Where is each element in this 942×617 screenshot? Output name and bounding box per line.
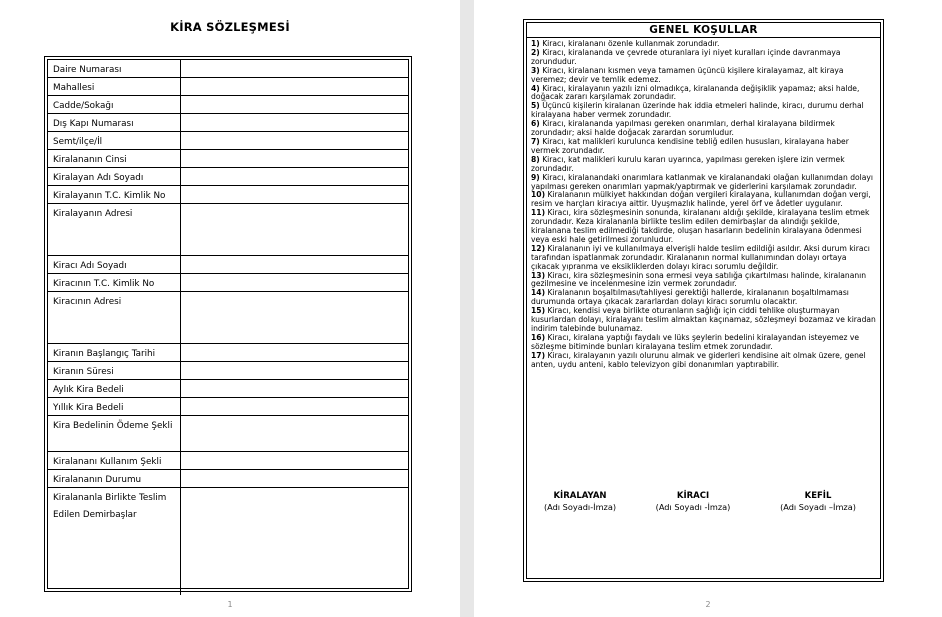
signature-title: KİRALAYAN <box>553 491 607 501</box>
clause-item <box>531 191 876 209</box>
form-row-label: Kiralayan Adı Soyadı <box>53 173 144 183</box>
form-row-label: Kiralayanın T.C. Kimlik No <box>53 191 166 201</box>
form-row <box>48 398 408 416</box>
clause-number: 6) <box>531 119 540 129</box>
clause-number: 17) <box>531 350 546 360</box>
clause-item <box>531 352 876 370</box>
clause-number: 4) <box>531 83 540 93</box>
form-row <box>48 470 408 488</box>
lease-form-table <box>44 56 412 592</box>
general-conditions-box <box>523 19 884 582</box>
form-row-value-cell[interactable] <box>180 78 181 95</box>
clause-item <box>531 156 876 174</box>
form-row-value-cell[interactable] <box>180 96 181 113</box>
general-conditions-box-inner <box>526 22 881 579</box>
clause-number: 11) <box>531 208 546 218</box>
form-row <box>48 416 408 452</box>
form-row-value-cell[interactable] <box>180 60 181 77</box>
form-row-label: Kiracının T.C. Kimlik No <box>53 279 155 289</box>
form-row-label: Daire Numarası <box>53 65 122 75</box>
clause-item <box>531 174 876 192</box>
general-conditions-title: GENEL KOŞULLAR <box>527 23 880 38</box>
clause-number: 9) <box>531 172 540 182</box>
clause-number: 5) <box>531 101 540 111</box>
clause-item <box>531 120 876 138</box>
clause-text: Kiralananın iyi ve kullanılmaya elverişli halde teslim edildiği asıldır. Aksi durum kiracı tarafından ispatlanmak zorundadır. Kiralananın normal kullanımından dolayı ortaya çıkacak yıpranma ve eksikliklerden dolayı kiracı sorumlu değildir. <box>531 243 870 271</box>
form-row-label: Aylık Kira Bedeli <box>53 385 124 395</box>
clause-item <box>531 334 876 352</box>
document-page-1 <box>0 0 460 617</box>
clause-list <box>527 38 880 370</box>
clause-number: 15) <box>531 306 546 316</box>
clause-item <box>531 209 876 245</box>
clause-text: Kiracı, kendisi veya birlikte oturanların sağlığı için ciddi tehlike oluşturmayan kusurlardan dolayı, kiralayanı teslim almaktan kaçınamaz, sözleşmeyi bozamaz ve kiradan indirim talebinde bulunamaz. <box>531 306 876 333</box>
form-row <box>48 60 408 78</box>
form-row <box>48 78 408 96</box>
form-row-label: Kiranın Başlangıç Tarihi <box>53 349 156 359</box>
clause-number: 3) <box>531 65 540 75</box>
clause-number: 12) <box>531 243 546 253</box>
form-row <box>48 150 408 168</box>
form-row <box>48 274 408 292</box>
signature-subtitle: (Adı Soyadı-İmza) <box>543 502 617 512</box>
form-row-value-cell[interactable] <box>180 292 181 343</box>
clause-item <box>531 245 876 272</box>
form-row-value-cell[interactable] <box>180 204 181 255</box>
form-row-label: Kiralananın Durumu <box>53 475 142 485</box>
form-row-label: Semt/ilçe/İl <box>53 137 103 147</box>
clause-text: Kiralananın mülkiyet hakkından doğan vergileri kiralayana, kullanımdan doğan vergi, resim ve harçları kiracıya aittir. Uyuşmazlık halinde, yerel örf ve âdetler uygulanır. <box>531 190 871 209</box>
form-row <box>48 132 408 150</box>
form-row <box>48 168 408 186</box>
form-row <box>48 292 408 344</box>
signature-area <box>527 490 880 520</box>
form-row-label: Kiralananın Cinsi <box>53 155 127 165</box>
clause-text: Kiracı, kiralana yaptığı faydalı ve lüks şeylerin bedelini kiralayandan isteyemez ve sözleşme bitiminde bunları kiralayana teslim etmek zorundadır. <box>531 332 860 351</box>
clause-item <box>531 138 876 156</box>
clause-text: Üçüncü kişilerin kiralanan üzerinde hak iddia etmeleri halinde, kiracı, durumu derhal kiralayana haber vermek zorundadır. <box>531 101 864 120</box>
clause-text: Kiracı, kiralananı kısmen veya tamamen üçüncü kişilere kiralayamaz, alt kiraya veremez; devir ve temlik edemez. <box>531 65 844 84</box>
clause-text: Kiracı, kiralayanın yazılı izni olmadıkça, kiralananda değişiklik yapamaz; aksi halde, doğacak zararı karşılamak zorundadır. <box>531 83 860 102</box>
form-row-label: Cadde/Sokağı <box>53 101 114 111</box>
form-row <box>48 488 408 595</box>
form-row-value-cell[interactable] <box>180 470 181 487</box>
form-row-value-cell[interactable] <box>180 362 181 379</box>
signature-tenant <box>638 490 748 513</box>
signature-subtitle: (Adı Soyadı -İmza) <box>655 502 731 512</box>
form-row-value-cell[interactable] <box>180 380 181 397</box>
form-row-value-cell[interactable] <box>180 452 181 469</box>
page-number: 2 <box>705 600 711 609</box>
signature-title: KİRACI <box>676 491 710 501</box>
form-row-value-cell[interactable] <box>180 132 181 149</box>
clause-item <box>531 289 876 307</box>
clause-text: Kiracı, kat malikleri kurulu kararı uyarınca, yapılması gereken işlere izin vermek zorundadır. <box>531 154 845 173</box>
form-row <box>48 186 408 204</box>
clause-item <box>531 49 876 67</box>
form-row-label: Yıllık Kira Bedeli <box>53 403 124 413</box>
signature-guarantor <box>763 490 873 513</box>
clause-number: 10) <box>531 190 546 200</box>
form-row-value-cell[interactable] <box>180 398 181 415</box>
clause-item <box>531 85 876 103</box>
clause-text: Kiracı, kat malikleri kurulunca kendisine tebliğ edilen hususları, kiralayana haber vermek zorundadır. <box>531 136 849 155</box>
clause-item <box>531 272 876 290</box>
signature-subtitle: (Adı Soyadı –İmza) <box>780 502 856 512</box>
clause-number: 8) <box>531 154 540 164</box>
form-row-label: Dış Kapı Numarası <box>53 119 134 129</box>
signature-lessor <box>525 490 635 513</box>
form-row-value-cell[interactable] <box>180 256 181 273</box>
form-row-label: Kiralananla Birlikte Teslim Edilen Demirbaşlar <box>53 493 167 520</box>
form-row <box>48 204 408 256</box>
form-row-value-cell[interactable] <box>180 168 181 185</box>
clause-number: 13) <box>531 270 546 280</box>
form-row-label: Kiranın Süresi <box>53 367 114 377</box>
clause-item <box>531 102 876 120</box>
clause-text: Kiracı, kiralayanın yazılı olurunu almak ve giderleri kendisine ait olmak üzere, genel anten, uydu anteni, kablo televizyon gibi donanımları yaptırabilir. <box>531 350 866 369</box>
clause-item <box>531 67 876 85</box>
clause-item <box>531 307 876 334</box>
form-row <box>48 96 408 114</box>
document-page-2 <box>474 0 942 617</box>
form-row-value-cell[interactable] <box>180 274 181 291</box>
clause-text: Kiralananın boşaltılması/tahliyesi gerektiği hallerde, kiralananın boşaltılmaması durumunda ortaya çıkacak zararlardan dolayı kiracı sorumlu olacaktır. <box>531 288 849 307</box>
clause-number: 2) <box>531 47 540 57</box>
form-row <box>48 256 408 274</box>
clause-text: Kiracı, kira sözleşmesinin sonunda, kiralananı aldığı şekilde, kiralayana teslim etmek zorundadır. Keza kiralananla birlikte teslim edilen demirbaşlar da alındığı şekilde, kiralanana teslim edilmediği takdirde, oluşan hasarların bedelinin kiralayana ödenmesi veya eski hale getirilmesi zorunludur. <box>531 208 870 244</box>
clause-text: Kiracı, kiralanandaki onarımlara katlanmak ve kiralanandaki olağan kullanımdan dolayı yapılması gereken onarımları yapmak/yaptırmak ve giderlerini karşılamak zorundadır. <box>531 172 874 191</box>
form-row <box>48 344 408 362</box>
clause-text: Kiracı, kiralananda ve çevrede oturanlara iyi niyet kuralları içinde davranmaya zorundudur. <box>531 47 841 66</box>
form-row-value-cell[interactable] <box>180 114 181 131</box>
form-row-value-cell[interactable] <box>180 186 181 203</box>
form-row <box>48 380 408 398</box>
clause-text: Kiracı, kiralananı özenle kullanmak zorundadır. <box>542 39 720 48</box>
form-row-label: Kiracı Adı Soyadı <box>53 261 127 271</box>
clause-number: 16) <box>531 332 546 342</box>
form-row-label: Kira Bedelinin Ödeme Şekli <box>53 421 173 431</box>
form-row <box>48 114 408 132</box>
clause-text: Kiracı, kira sözleşmesinin sona ermesi veya satılığa çıkartılması halinde, kiralananın gezilmesine ve incelenmesine izin vermek zorundadır. <box>531 270 867 289</box>
clause-number: 7) <box>531 136 540 146</box>
page-title: KİRA SÖZLEŞMESİ <box>170 20 290 34</box>
clause-number: 1) <box>531 39 540 48</box>
form-row-value-cell[interactable] <box>180 344 181 361</box>
form-row <box>48 452 408 470</box>
form-row-label: Kiralananı Kullanım Şekli <box>53 457 162 467</box>
form-row-label: Kiralayanın Adresi <box>53 209 133 219</box>
form-row-value-cell[interactable] <box>180 488 181 595</box>
clause-text: Kiracı, kiralananda yapılması gereken onarımları, derhal kiralayana bildirmek zorundadır; aksi halde doğacak zarardan sorumludur. <box>531 119 835 138</box>
page-number: 1 <box>227 600 233 609</box>
signature-title: KEFİL <box>804 491 832 501</box>
lease-form-table-inner <box>47 59 409 589</box>
form-row-value-cell[interactable] <box>180 416 181 451</box>
form-row-label: Kiracının Adresi <box>53 297 122 307</box>
form-row-label: Mahallesi <box>53 83 95 93</box>
form-row-value-cell[interactable] <box>180 150 181 167</box>
clause-number: 14) <box>531 288 546 298</box>
form-row <box>48 362 408 380</box>
